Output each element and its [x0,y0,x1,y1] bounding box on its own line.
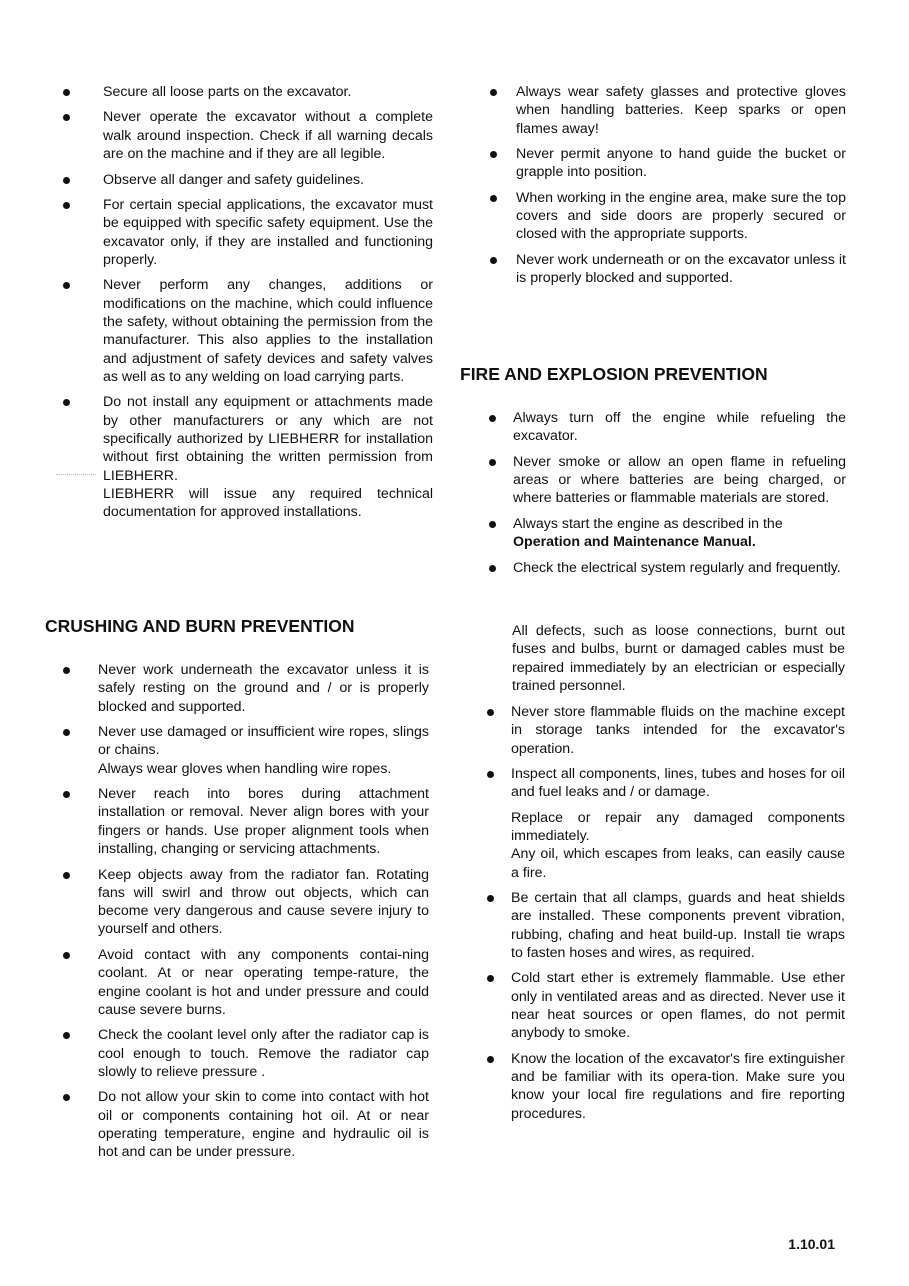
bullet-icon [490,151,497,158]
list-item: Never smoke or allow an open flame in refueling areas or where batteries are being charged, or where batteries or flammable materials are stored. [513,453,846,508]
bullet-icon [487,771,494,778]
bullet-icon [63,872,70,879]
bullet-icon [489,565,496,572]
list-item: Cold start ether is extremely flammable. Use ether only in ventilated areas and as directed. Never use it near heat sources or open flames, do not permit anybody to smoke. [511,969,845,1042]
list-item: Do not allow your skin to come into contact with hot oil or components containing hot oil. At or near operating temperature, engine and hydraulic oil is hot and can be under pressure. [98,1088,429,1161]
bullet-icon [490,257,497,264]
bullet-icon [63,177,70,184]
bullet-icon [63,791,70,798]
fire-heading: FIRE AND EXPLOSION PREVENTION [460,364,768,384]
list-item: Never perform any changes, additions or modifications on the machine, which could influence the safety, without obtaining the permission from the manufacturer. This also applies to the installation and adjustment of safety devices and safety valves as well as to any welding on load carrying parts. [103,276,433,386]
list-item: Never work underneath or on the excavator unless it is properly blocked and supported. [516,251,846,288]
bullet-icon [63,282,70,289]
bullet-icon [487,895,494,902]
list-item: Never permit anyone to hand guide the bucket or grapple into position. [516,145,846,182]
list-item: Never store flammable fluids on the machine except in storage tanks intended for the excavator's operation. [511,703,845,758]
general-safety-list-left [103,83,433,529]
bullet-icon [487,1056,494,1063]
list-item: Avoid contact with any components contai-ning coolant. At or near operating tempe-rature, the engine coolant is hot and under pressure and could cause severe burns. [98,946,429,1019]
list-item: Always start the engine as described in the Operation and Maintenance Manual. [513,515,846,552]
bullet-icon [63,89,70,96]
bullet-icon [63,667,70,674]
list-item: Never use damaged or insufficient wire ropes, slings or chains. Always wear gloves when handling wire ropes. [98,723,429,778]
scan-mark [56,474,96,475]
list-item: Always wear safety glasses and protective gloves when handling batteries. Keep sparks or open flames away! [516,83,846,138]
fire-list-continued [511,703,845,1130]
bullet-icon [489,521,496,528]
list-item: Observe all danger and safety guidelines. [103,171,433,189]
list-item: Keep objects away from the radiator fan. Rotating fans will swirl and throw out objects, which can become very dangerous and cause severe injury to yourself and others. [98,866,429,939]
bullet-icon [487,709,494,716]
bullet-icon [489,415,496,422]
bullet-icon [490,195,497,202]
bullet-icon [63,952,70,959]
list-item: Check the electrical system regularly and frequently. [513,559,846,577]
bullet-icon [489,459,496,466]
list-item: Never reach into bores during attachment installation or removal. Never align bores with your fingers or hands. Use proper alignment tools when installing, changing or servicing attachments. [98,785,429,858]
list-item: Know the location of the excavator's fire extinguisher and be familiar with its opera-tion. Make sure you know your local fire regulations and fire reporting procedures. [511,1050,845,1123]
bullet-icon [63,729,70,736]
list-item: Never work underneath the excavator unless it is safely resting on the ground and / or is properly blocked and supported. [98,661,429,716]
list-item: Inspect all components, lines, tubes and hoses for oil and fuel leaks and / or damage. Replace or repair any damaged components immediately. Any oil, which escapes from leaks, can easily cause a fire. [511,765,845,882]
bullet-icon [63,399,70,406]
bullet-icon [63,114,70,121]
list-item: When working in the engine area, make sure the top covers and side doors are properly secured or closed with the appropriate supports. [516,189,846,244]
page-number: 1.10.01 [788,1236,835,1252]
list-item: Be certain that all clamps, guards and heat shields are installed. These components prevent vibration, rubbing, chafing and heat build-up. Install tie wraps to fasten hoses and wires, as required. [511,889,845,962]
list-item: Never operate the excavator without a complete walk around inspection. Check if all warning decals are on the machine and if they are all legible. [103,108,433,163]
general-safety-list-right [516,83,846,295]
bullet-icon [487,975,494,982]
list-item: Do not install any equipment or attachments made by other manufacturers or any which are not specifically authorized by LIEBHERR for installation without first obtaining the written permission from LIEBHERR. LIEBHERR will issue any required technical documentation for approved installations. [103,393,433,521]
crushing-list [98,661,429,1169]
crushing-heading: CRUSHING AND BURN PREVENTION [45,616,355,636]
list-item: For certain special applications, the excavator must be equipped with specific safety equipment. Use the excavator only, if they are installed and functioning properly. [103,196,433,269]
bullet-icon [63,1094,70,1101]
list-item: Secure all loose parts on the excavator. [103,83,433,101]
bullet-icon [63,202,70,209]
bullet-icon [490,89,497,96]
bullet-icon [63,1032,70,1039]
list-item: Always turn off the engine while refueling the excavator. [513,409,846,446]
list-item: Check the coolant level only after the radiator cap is cool enough to touch. Remove the radiator cap slowly to relieve pressure . [98,1026,429,1081]
fire-list [513,409,846,584]
defects-paragraph: All defects, such as loose connections, burnt out fuses and bulbs, burnt or damaged cables must be repaired immediately by an electrician or especially trained personnel. [512,623,845,694]
